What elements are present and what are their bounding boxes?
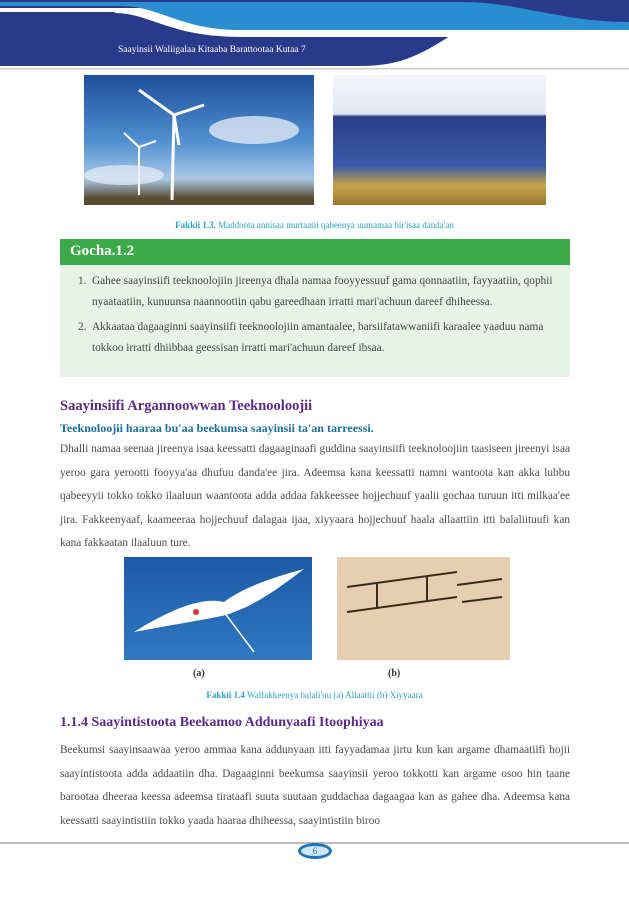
airplane-image bbox=[337, 557, 510, 660]
activity-title: Gocha.1.2 bbox=[60, 239, 570, 265]
page-number: 6 bbox=[298, 843, 332, 859]
bird-image bbox=[124, 557, 312, 660]
activity-box bbox=[60, 239, 570, 377]
subfigure-a-label: (a) bbox=[193, 668, 205, 679]
figure-1-3-caption: Fakkii 1.3. Maddoota annisaa murtaatii qabeenya uumamaa bir'isaa danda'an bbox=[175, 220, 454, 230]
activity-item: 2. Akkaataa dagaaginni saayinsiifi teeknoolojiin amantaalee, barsiifatawwaniifi karaalee yaaduu nama tokkoo irratti dhiibbaa geessisan irratti mari'achuun dareef ibsaa. bbox=[78, 321, 544, 354]
subfigure-b-label: (b) bbox=[388, 668, 401, 679]
activity-item: 1. Gahee saayinsiifi teeknoolojiin jireenya dhala namaa fooyyessuuf gama qonnaatiin, fayyaatiin, qophii nyaataatiin, kunuunsa naannootiin qabu gareedhaan irratti mari'achuun dareef dhiheessa. bbox=[78, 275, 553, 308]
section-paragraph: Dhalli namaa seenaa jireenya isaa keessatti dagaaginaafi guddina saayinsiifi teeknoloojiin taasiseen jireenyi isaa yeroo gara yerootti fooyya'aa dhufuu danda'ee jira. Adeemsa kana keessatti namni wantoota kan akka lubbu qabeeyyii tokko tokko ilaaluun waantoota adda addaa fakkeessee hojjechuuf yaalii gochaa turuun itti milkaa'ee jira. Fakkeenyaaf, kaameeraa hojjechuuf dalagaa ijaa, xiyyaara hojjechuuf haala allaattiin itti balaliituufi kan kana fakkaatan ilaaluun ture. bbox=[60, 443, 570, 549]
wind-turbines-image bbox=[84, 75, 314, 205]
figure-1-4-caption: Fakkii 1.4 Walfakkeenya balali'uu (a) Allaattii (b) Xiyyaara bbox=[206, 690, 423, 700]
solar-panels-image bbox=[333, 75, 546, 205]
section-heading: Saayinsiifi Argannoowwan Teeknooloojii bbox=[60, 398, 313, 414]
section2-heading: 1.1.4 Saayintistoota Beekamoo Addunyaafi Itoophiyaa bbox=[60, 715, 384, 730]
header-banner bbox=[0, 0, 629, 70]
header-title: Saayinsii Waliigalaa Kitaaba Barattootaa Kutaa 7 bbox=[118, 45, 306, 55]
section2-paragraph: Beekumsi saayinsaawaa yeroo ammaa kana addunyaan itti fayyadamaa jirtu kun kan argame dhamaatiifi hojii saayintistoota adda addaatiin dha. Dagaaginni beekumsa saayinsii yeroo tokkotti kan argame osoo hin taane barootaa dheeraa keessa adeemsa tirataafi suuta suutaan guddachaa dagaagaa kan as gahee dha. Adeemsa kana keessatti saayintistiin tokko yaada haaraa dhiheessa, saayintistiin biroo bbox=[60, 744, 570, 827]
section-subheading: Teeknoloojii haaraa bu'aa beekumsa saayinsii ta'an tarreessi. bbox=[60, 421, 374, 435]
